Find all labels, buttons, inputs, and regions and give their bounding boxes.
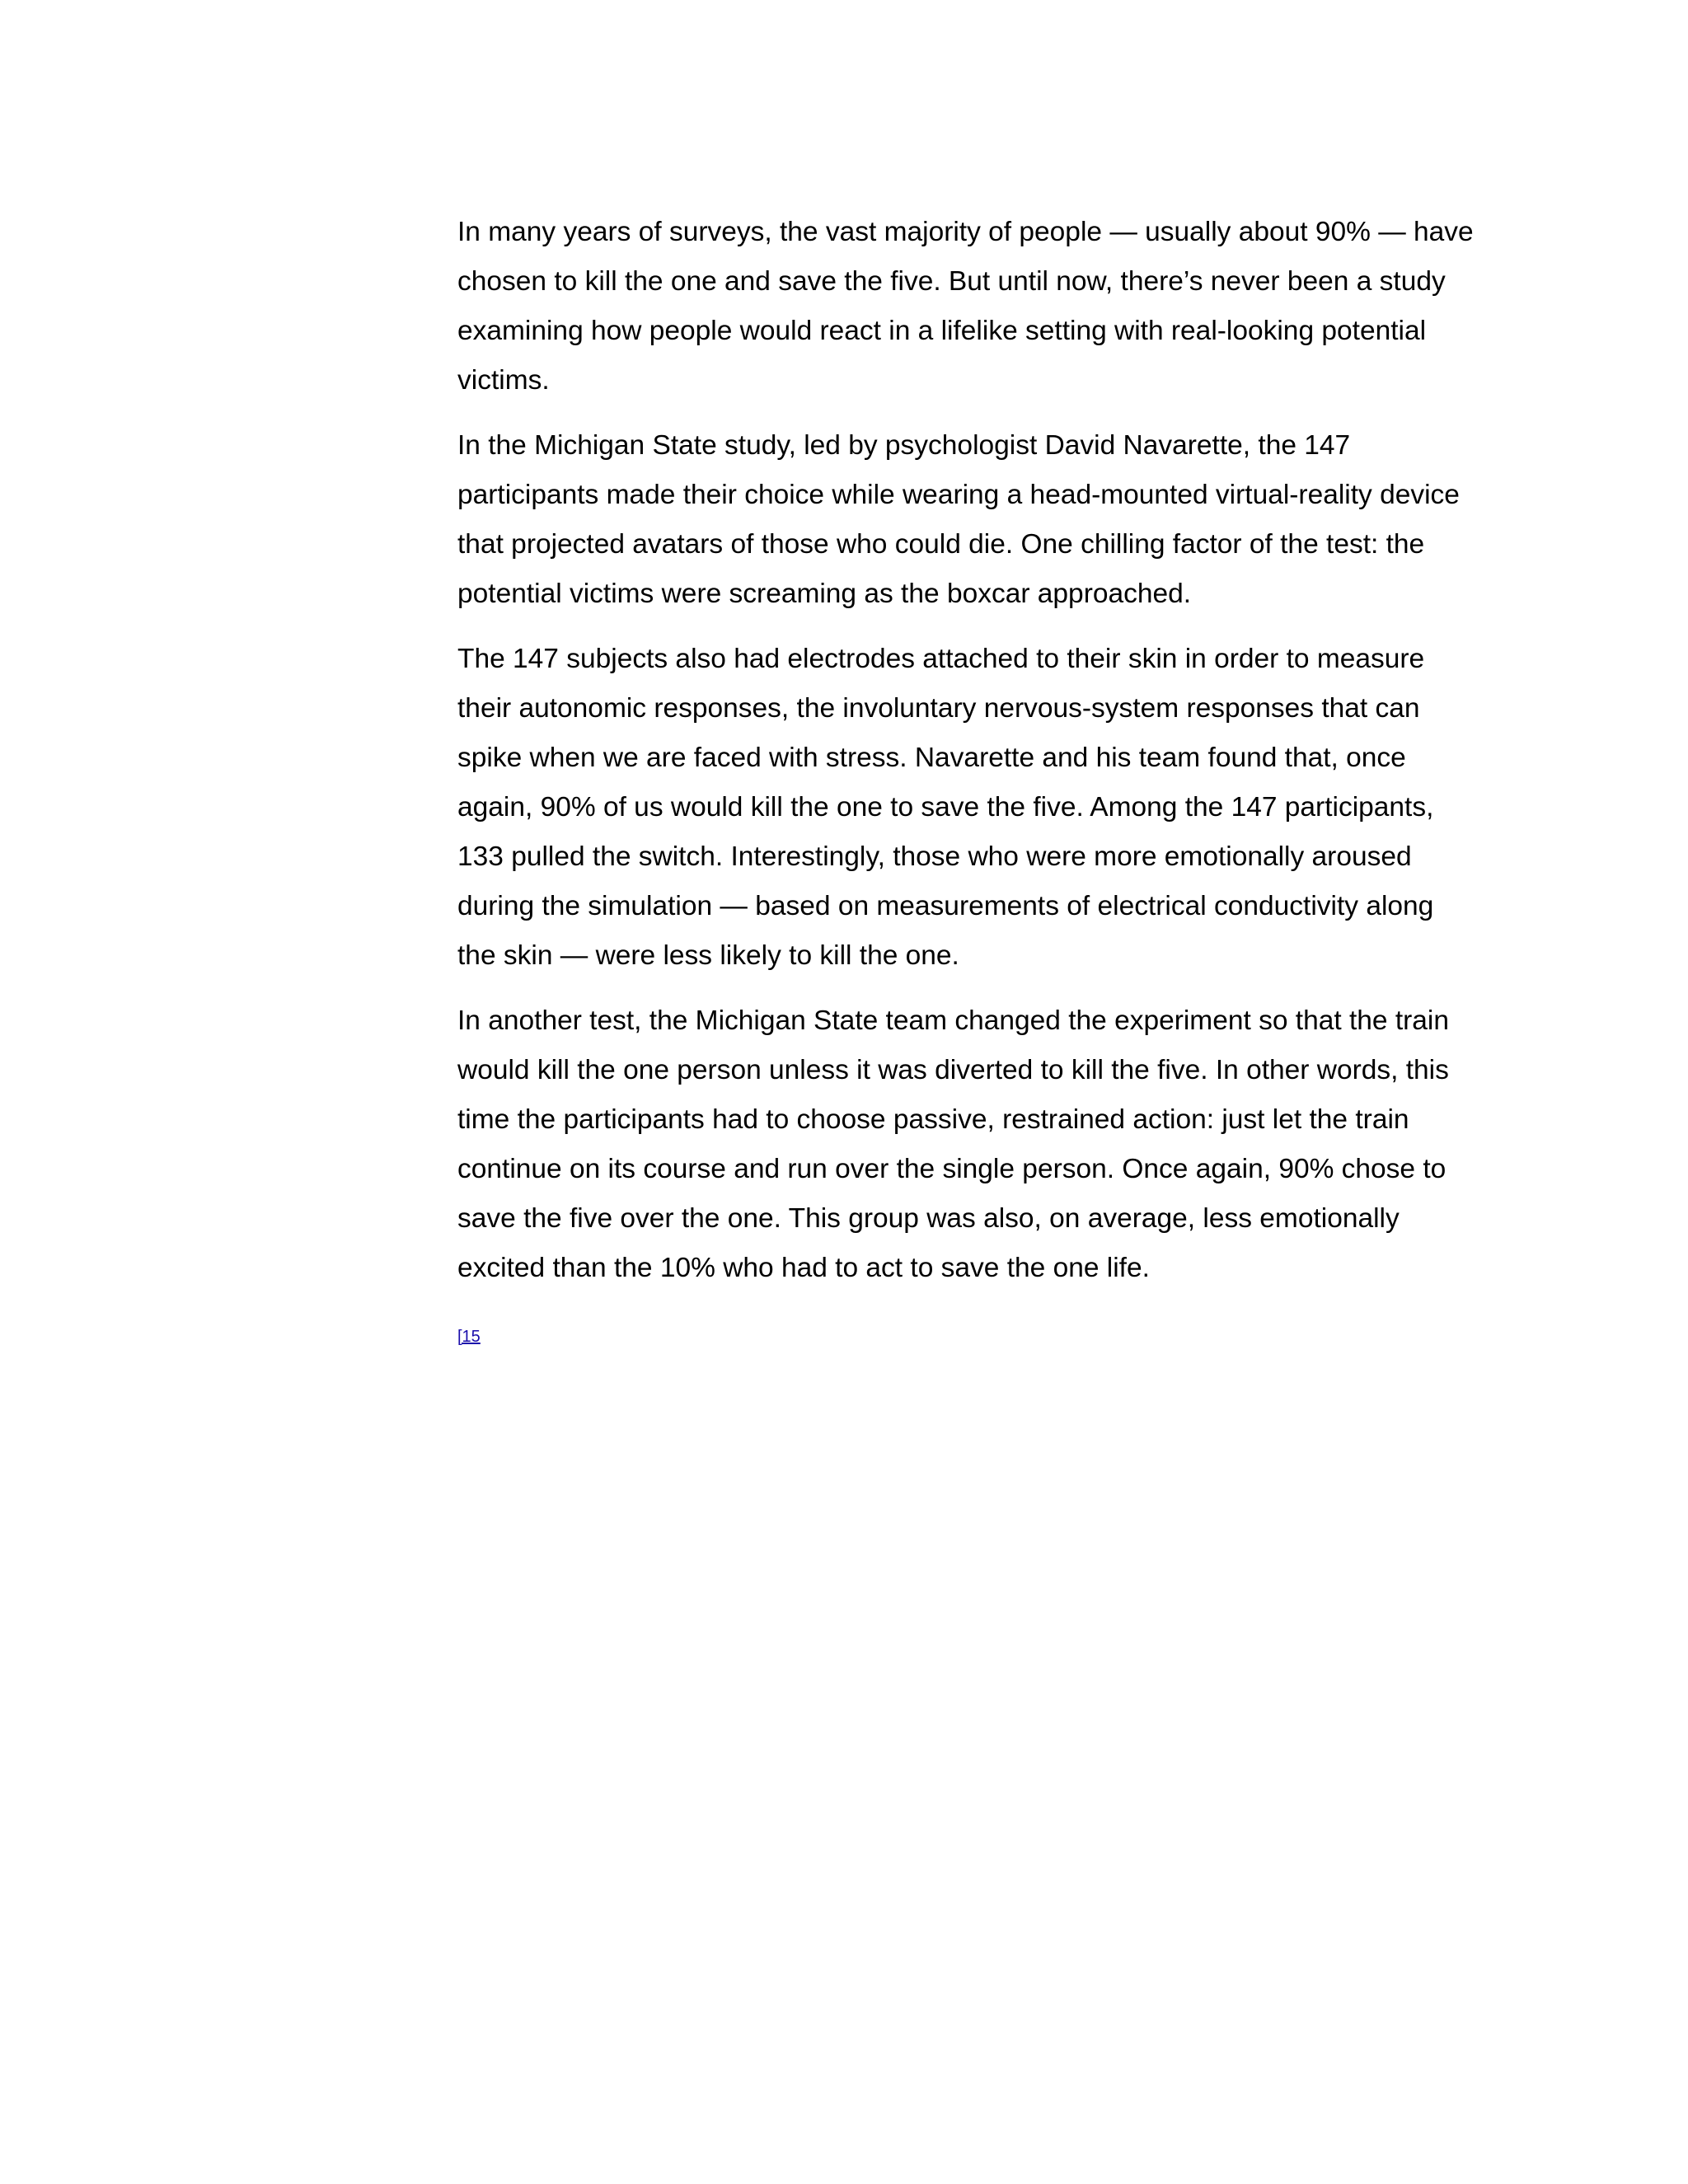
paragraph-surveys: In many years of surveys, the vast majority of people — usually about 90% — have chosen to kill the one and save the five. But until now, there’s never been a study examining how people would react in a lifelike setting with real-looking potential victims. (457, 217, 1474, 396)
paragraph-another-test: In another test, the Michigan State team changed the experiment so that the train would kill the one person unless it was diverted to kill the five. In other words, this time the participants had to choose passive, restrained action: just let the train continue on its course and run over the single person. Once again, 90% chose to save the five over the one. This group was also, on average, less emotionally excited than the 10% who had to act to save the one life. (457, 1005, 1450, 1283)
body-text (457, 208, 1479, 1358)
paragraph-michigan-study: In the Michigan State study, led by psychologist David Navarette, the 147 participants made their choice while wearing a head-mounted virtual-reality device that projected avatars of those who could die. One chilling factor of the test: the potential victims were screaming as the boxcar approached. (457, 430, 1460, 609)
footnote-link[interactable]: [15 (457, 1328, 481, 1346)
paragraph-electrodes: The 147 subjects also had electrodes attached to their skin in order to measure their autonomic responses, the involuntary nervous-system responses that can spike when we are faced with stress. Navarette and his team found that, once again, 90% of us would kill the one to save the five. Among the 147 participants, 133 pulled the switch. Interestingly, those who were more emotionally aroused during the simulation — based on measurements of electrical conductivity along the skin — were less likely to kill the one. (457, 644, 1434, 971)
